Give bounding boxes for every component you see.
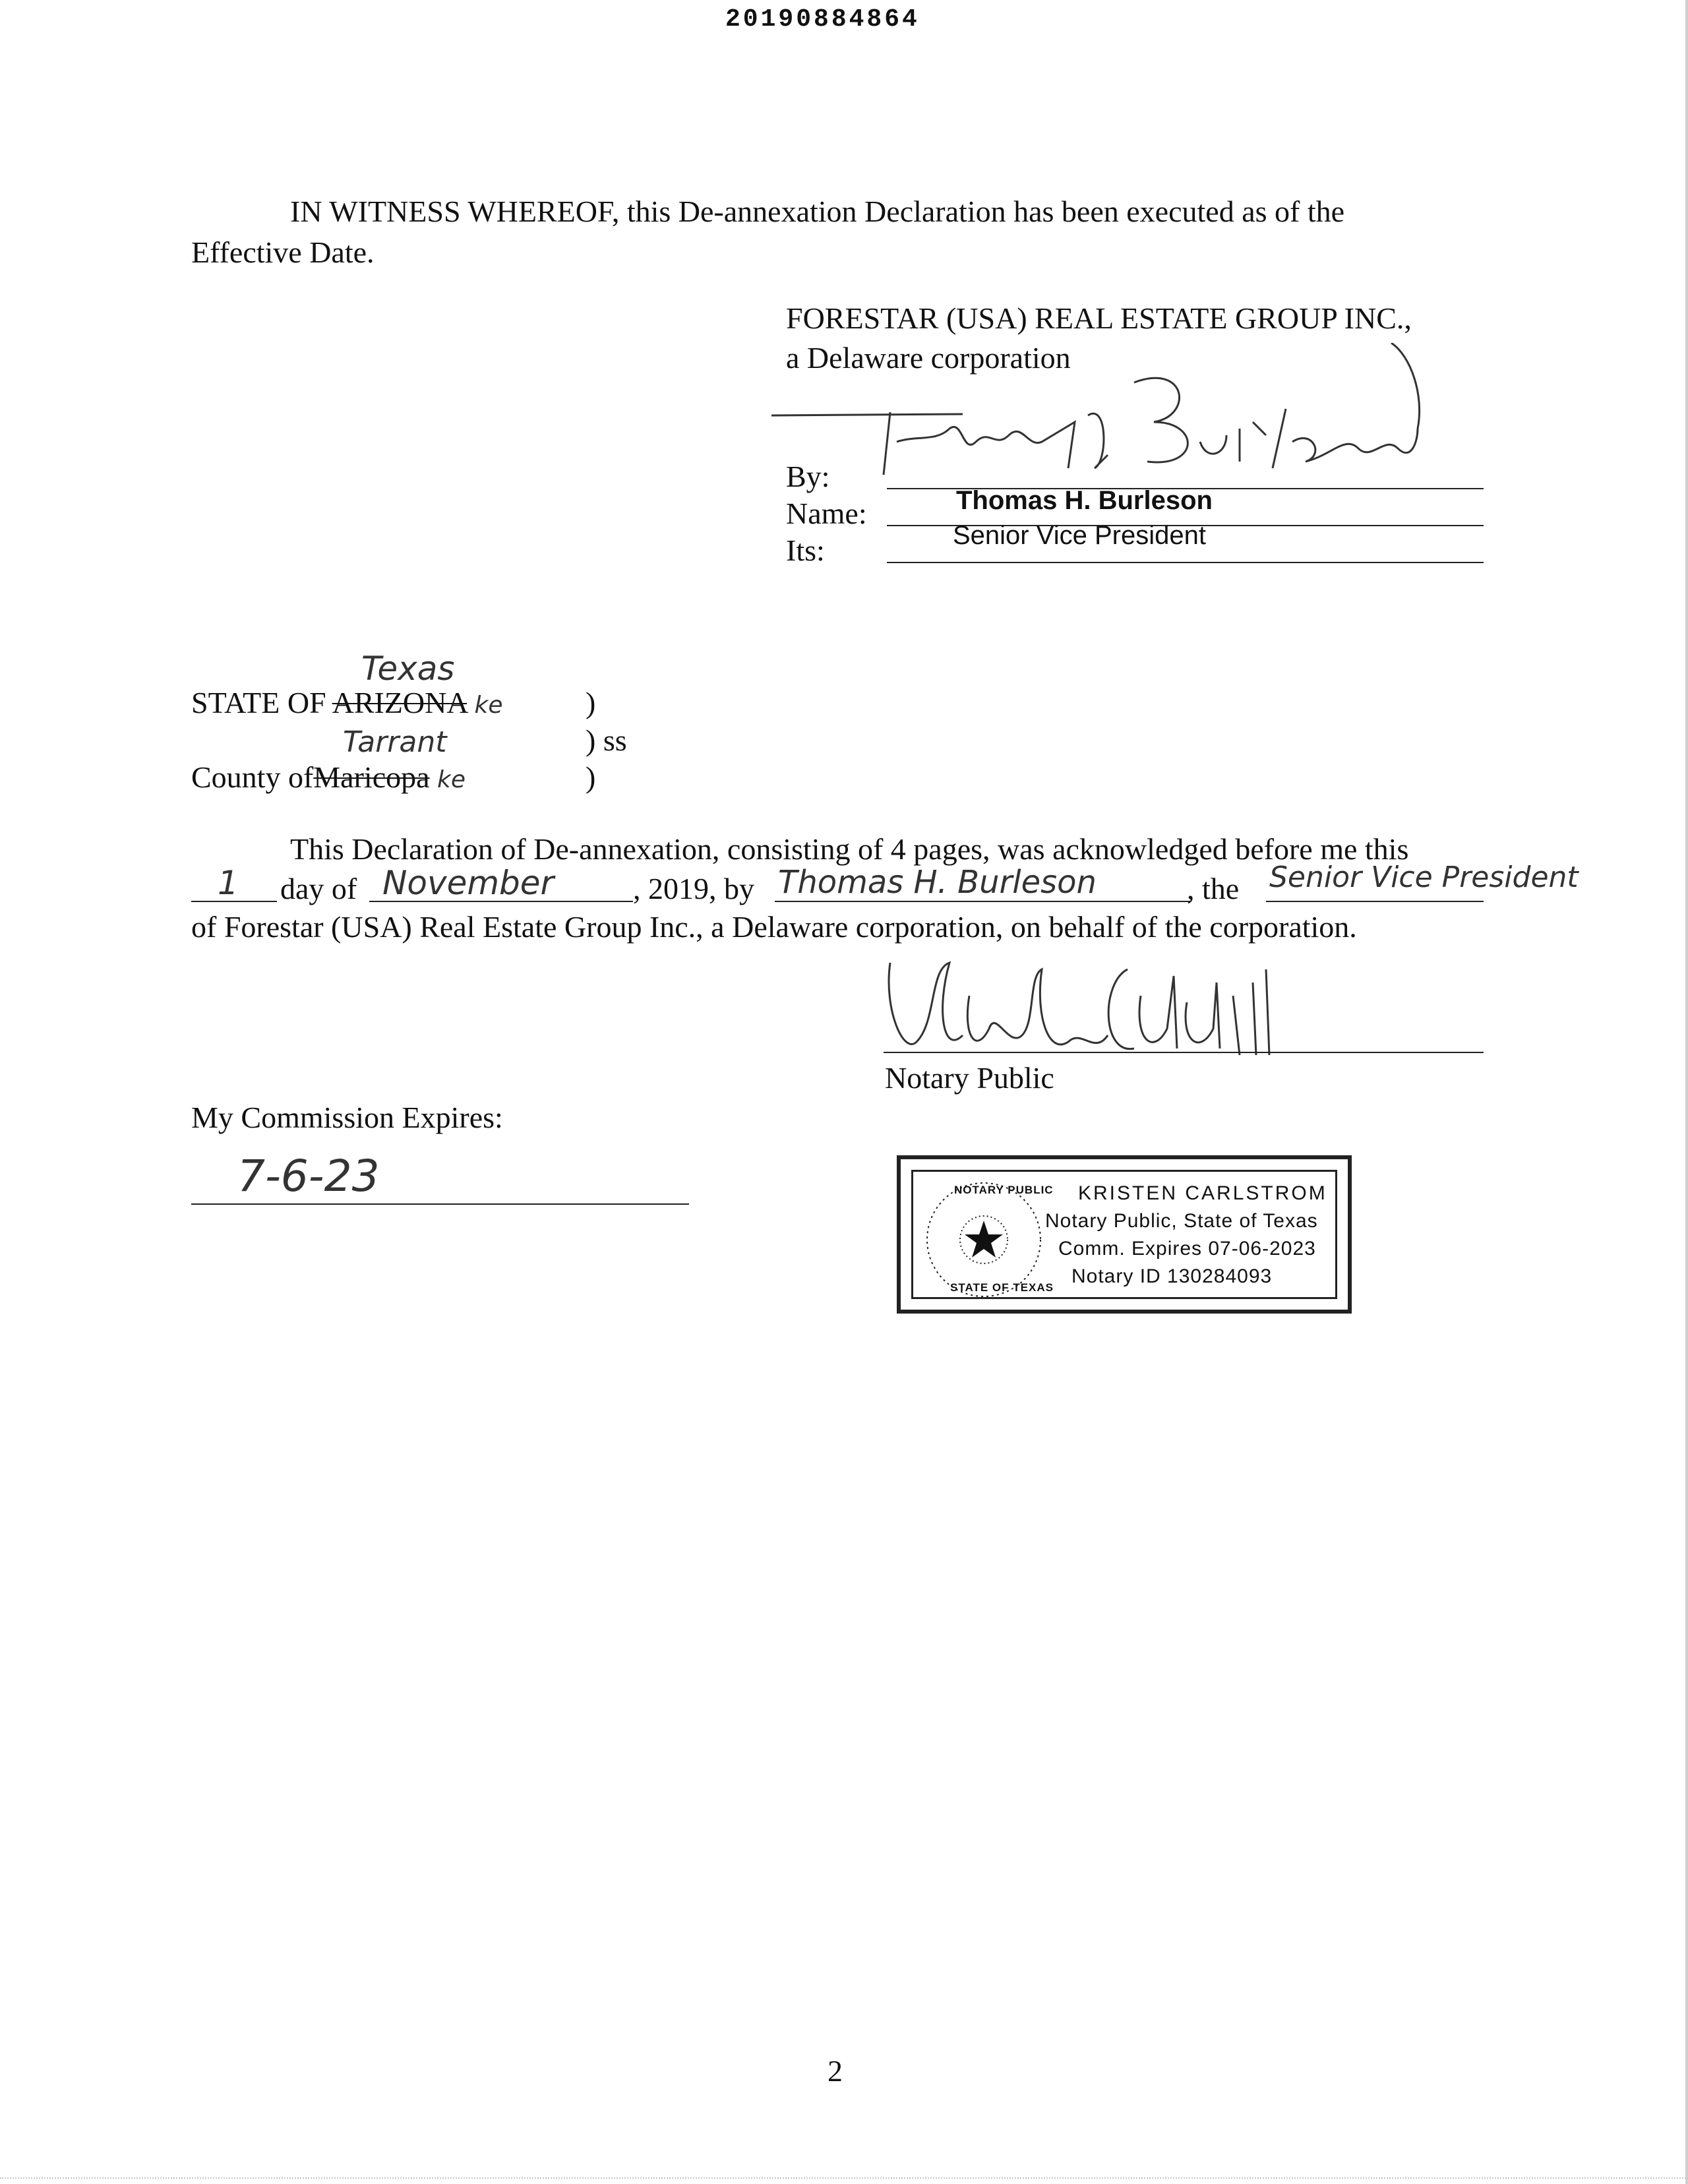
county-paren: ) <box>586 760 596 794</box>
title-value: Senior Vice President <box>953 521 1206 550</box>
ack-line-3: of Forestar (USA) Real Estate Group Inc., a Delaware corporation, on behalf of the corporation. <box>191 910 1357 944</box>
its-line <box>887 562 1484 563</box>
state-struck: ARIZONA <box>332 686 467 719</box>
county-initials: ke <box>437 766 466 793</box>
stamp-line-2: Notary Public, State of Texas <box>1045 1210 1318 1232</box>
ack-title-line <box>1266 901 1484 902</box>
notary-label: Notary Public <box>885 1061 1054 1095</box>
notary-stamp <box>897 1155 1352 1314</box>
name-label: Name: <box>786 497 867 530</box>
ack-year-text: , 2019, by <box>633 872 754 905</box>
county-handwritten: Tarrant <box>343 725 447 759</box>
its-label: Its: <box>786 533 825 567</box>
state-paren: ) <box>586 686 596 719</box>
by-label: By: <box>786 460 830 493</box>
notary-stamp-inner-border <box>911 1170 1337 1299</box>
seal-top-text: NOTARY PUBLIC <box>954 1184 1054 1196</box>
county-struck: Maricopa <box>313 760 430 794</box>
ack-month-line <box>369 901 633 902</box>
stamp-line-4: Notary ID 130284093 <box>1071 1265 1273 1287</box>
scan-right-edge <box>1685 0 1688 2184</box>
company-name: FORESTAR (USA) REAL ESTATE GROUP INC., <box>786 301 1412 335</box>
witness-line-1: IN WITNESS WHEREOF, this De-annexation Declaration has been executed as of the <box>290 195 1345 228</box>
ss-label: ) ss <box>586 723 627 757</box>
ack-day-value: 1 <box>218 864 239 902</box>
name-value: Thomas H. Burleson <box>956 486 1213 515</box>
stamp-notary-name: KRISTEN CARLSTROM <box>1078 1182 1327 1204</box>
seal-bottom-text: STATE OF TEXAS <box>950 1281 1054 1294</box>
scan-bottom-edge <box>0 2177 1688 2179</box>
ack-month-value: November <box>382 864 555 902</box>
commission-value: 7-6-23 <box>237 1151 380 1201</box>
document-number: 20190884864 <box>725 5 920 34</box>
company-type: a Delaware corporation <box>786 341 1071 375</box>
page-number: 2 <box>828 2054 843 2088</box>
notary-signature-line <box>884 1052 1484 1053</box>
ack-day-label: day of <box>280 872 357 905</box>
stamp-line-3: Comm. Expires 07-06-2023 <box>1058 1238 1316 1259</box>
ack-person-value: Thomas H. Burleson <box>778 864 1097 901</box>
county-line <box>191 762 466 793</box>
county-prefix: County of <box>191 760 314 794</box>
ack-line-1: This Declaration of De-annexation, consisting of 4 pages, was acknowledged before me this <box>290 832 1409 866</box>
ack-title-value: Senior Vice President <box>1269 861 1579 894</box>
notary-signature <box>877 956 1286 1062</box>
state-prefix: STATE OF <box>191 686 326 719</box>
commission-line <box>191 1203 689 1205</box>
ack-the-text: , the <box>1187 872 1240 905</box>
state-line <box>191 688 503 718</box>
state-initials: ke <box>474 692 503 719</box>
commission-label: My Commission Expires: <box>191 1101 503 1134</box>
ack-day-line <box>191 901 277 902</box>
witness-line-2: Effective Date. <box>191 235 375 269</box>
ack-person-line <box>775 901 1190 902</box>
signature-burleson <box>765 343 1431 481</box>
state-handwritten: Texas <box>361 650 455 688</box>
